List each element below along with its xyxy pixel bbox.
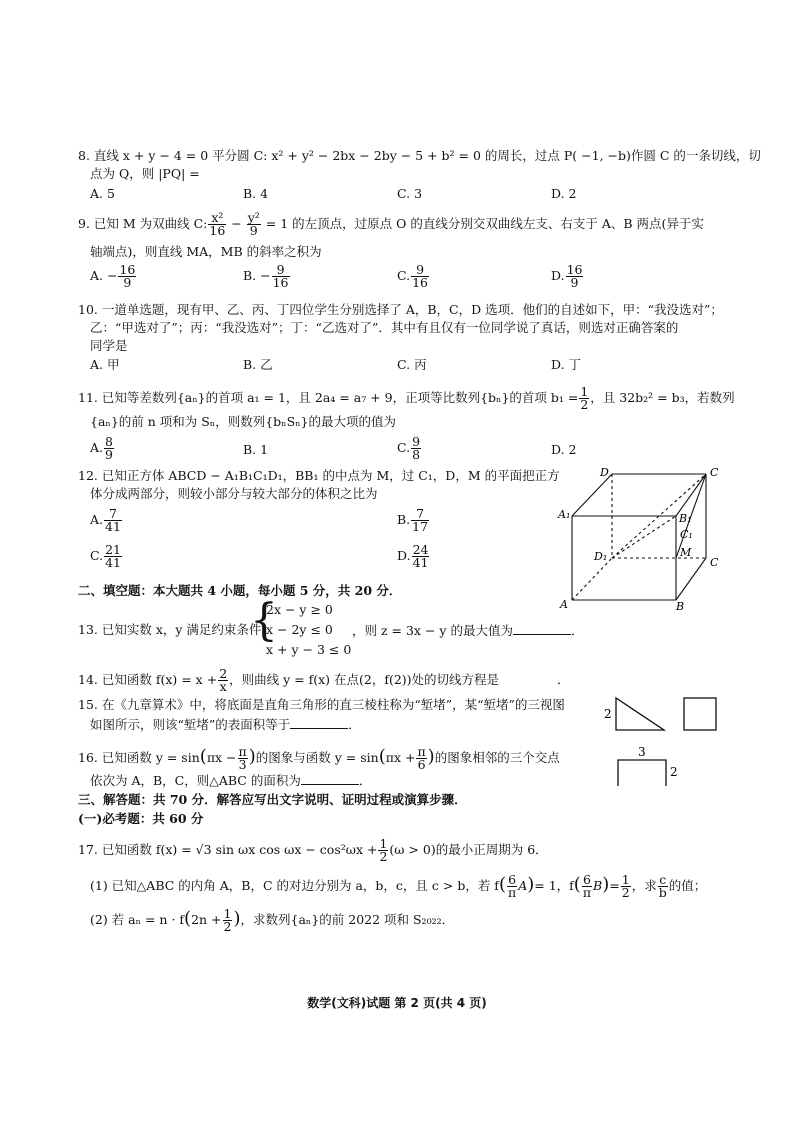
q12-option-c: C. $\frac{21}{41}$ (90, 542, 121, 570)
q11-fraction-half: $\frac{1}{2}$ (580, 384, 589, 412)
q9-option-b: B. − $\frac{9}{16}$ (243, 262, 289, 290)
cube-label-a1: A₁ (558, 508, 571, 521)
q8-line2: 点为 Q，则 |PQ| = (90, 166, 200, 181)
q14-fraction: $\frac{2}{x}$ (219, 666, 228, 694)
q13-constraint-2: x − 2y ≤ 0 (266, 622, 333, 637)
q10-option-a: A. 甲 (90, 357, 120, 372)
q9-option-a: A. − $\frac{16}{9}$ (90, 262, 136, 290)
q9-line1 (78, 212, 704, 237)
q10-option-d: D. 丁 (551, 357, 582, 372)
q10-line2: 乙：“甲选对了”；丙：“我没选对”；丁：“乙选对了”．其中有且仅有一位同学说了真话，则选对正确答案的 (90, 320, 679, 335)
three-view-figure (600, 690, 730, 790)
q12-option-b: B. $\frac{7}{17}$ (397, 506, 429, 534)
cube-figure (556, 462, 726, 612)
cube-label-c-top: C (710, 466, 719, 479)
cube-label-m: M (680, 546, 692, 559)
q11-option-d: D. 2 (551, 442, 577, 457)
q12-line1: 12. 已知正方体 ABCD − A₁B₁C₁D₁，BB₁ 的中点为 M，过 C₁，D，M 的平面把正方 (78, 468, 560, 483)
q14-line: 14. 已知函数 f(x) = x + $\frac{2}{x}$ ，则曲线 y = f(x) 在点(2，f(2))处的切线方程是 ． (78, 666, 570, 694)
q12-option-d: D. $\frac{24}{41}$ (397, 542, 429, 570)
q12-line2: 体分成两部分，则较小部分与较大部分的体积之比为 (90, 486, 378, 501)
cube-label-c: C (710, 556, 719, 569)
q8-option-d: D. 2 (551, 186, 577, 201)
q10-option-b: B. 乙 (243, 357, 273, 372)
q13-constraint-1: 2x − y ≥ 0 (266, 602, 333, 617)
side-view-height-label: 2 (670, 765, 678, 779)
q17-part1: (1) 已知△ABC 的内角 A，B，C 的对边分别为 a，b，c，且 c > b，若 f( $\frac{6}{\pi}$ A)= 1，f( $\frac{6}{\pi}$ B)= $\frac{1}{2}$ ，求 $\frac{c}{b}$ 的值； (90, 872, 707, 900)
q10-option-c: C. 丙 (397, 357, 427, 372)
q9-fraction-y: $\frac{\text{y²}}{9}$ (247, 210, 260, 238)
section-required-heading: (一)必考题：共 60 分 (78, 811, 204, 826)
cube-label-b1: B₁ (679, 512, 692, 525)
q15-line1: 15. 在《九章算术》中，将底面是直角三角形的直三棱柱称为“堑堵”，某“堑堵”的三视图 (78, 697, 565, 712)
cube-label-a: A (560, 598, 568, 611)
q9-option-c: C. $\frac{9}{16}$ (397, 262, 428, 290)
q13-constraint-3: x + y − 3 ≤ 0 (266, 642, 352, 657)
q9-option-d: D. $\frac{16}{9}$ (551, 262, 583, 290)
q13-answer-blank[interactable] (513, 622, 571, 635)
q11-line2: {aₙ}的前 n 项和为 Sₙ，则数列{bₙSₙ}的最大项的值为 (90, 414, 396, 429)
q16-line1: 16. 已知函数 y = sin(πx − $\frac{\pi}{3}$ )的图象与函数 y = sin(πx + $\frac{\pi}{6}$ )的图象相邻的三个交点 (78, 744, 560, 772)
q15-line2: 如图所示，则该“堑堵”的表面积等于 ． (90, 717, 361, 732)
q16-line2: 依次为 A，B，C，则△ABC 的面积为 ． (90, 773, 372, 788)
cube-label-d: D (600, 466, 609, 479)
q10-line3: 同学是 (90, 338, 128, 353)
q11-option-a: A. $\frac{8}{9}$ (90, 434, 113, 462)
q15-answer-blank[interactable] (290, 716, 348, 729)
q13-post: ，则 z = 3x − y 的最大值为 ． (352, 623, 584, 638)
q9-text-pre: 9. 已知 M 为双曲线 C: (78, 216, 208, 231)
q10-line1: 10. 一道单选题，现有甲、乙、丙、丁四位学生分别选择了 A，B，C，D 选项．他们的自述如下，甲：“我没选对”； (78, 302, 723, 317)
q17-part2: (2) 若 aₙ = n · f(2n + $\frac{1}{2}$ )，求数列{aₙ}的前 2022 项和 S₂₀₂₂． (90, 906, 455, 934)
q8-option-a: A. 5 (90, 186, 115, 201)
q8-option-c: C. 3 (397, 186, 423, 201)
q17-line1: 17. 已知函数 f(x) = √3 sin ωx cos ωx − cos²ωx + $\frac{1}{2}$ (ω > 0)的最小正周期为 6． (78, 836, 548, 864)
q8-line1: 8. 直线 x + y − 4 = 0 平分圆 C: x² + y² − 2bx − 2by − 5 + b² = 0 的周长，过点 P( −1, −b)作圆 C 的一条切线，切 (78, 148, 761, 163)
q9-minus: − (227, 216, 246, 231)
side-view-width-label: 3 (638, 745, 646, 759)
section-fill-in-heading: 二、填空题：本大题共 4 小题，每小题 5 分，共 20 分． (78, 583, 402, 598)
q9-text-post: = 1 的左顶点，过原点 O 的直线分别交双曲线左支、右支于 A、B 两点(异于实 (261, 216, 704, 231)
cube-label-d1: D₁ (594, 550, 608, 563)
front-view-height-label: 2 (604, 707, 612, 721)
q11-option-c: C. $\frac{9}{8}$ (397, 434, 421, 462)
cube-label-b: B (676, 600, 685, 612)
q16-answer-blank[interactable] (301, 772, 359, 785)
q11-line1: 11. 已知等差数列{aₙ}的首项 a₁ = 1，且 2a₄ = a₇ + 9，正项等比数列{bₙ}的首项 b₁ = $\frac{1}{2}$ ，且 32b₂² = b₃，若数列 (78, 384, 735, 412)
cube-label-c1: C₁ (680, 528, 693, 541)
q9-line2: 轴端点)，则直线 MA，MB 的斜率之积为 (90, 244, 322, 259)
q8-option-b: B. 4 (243, 186, 269, 201)
q11-option-b: B. 1 (243, 442, 269, 457)
page-footer: 数学(文科)试题 第 2 页(共 4 页) (307, 996, 487, 1010)
q12-option-a: A. $\frac{7}{41}$ (90, 506, 121, 534)
section-solutions-heading: 三、解答题：共 70 分．解答应写出文字说明、证明过程或演算步骤． (78, 792, 467, 807)
q13-brace: { (250, 595, 278, 646)
q9-fraction-x: $\frac{\text{x²}}{16}$ (209, 210, 226, 238)
q14-answer-blank[interactable] (499, 672, 557, 684)
q13-pre: 13. 已知实数 x，y 满足约束条件 (78, 622, 262, 637)
